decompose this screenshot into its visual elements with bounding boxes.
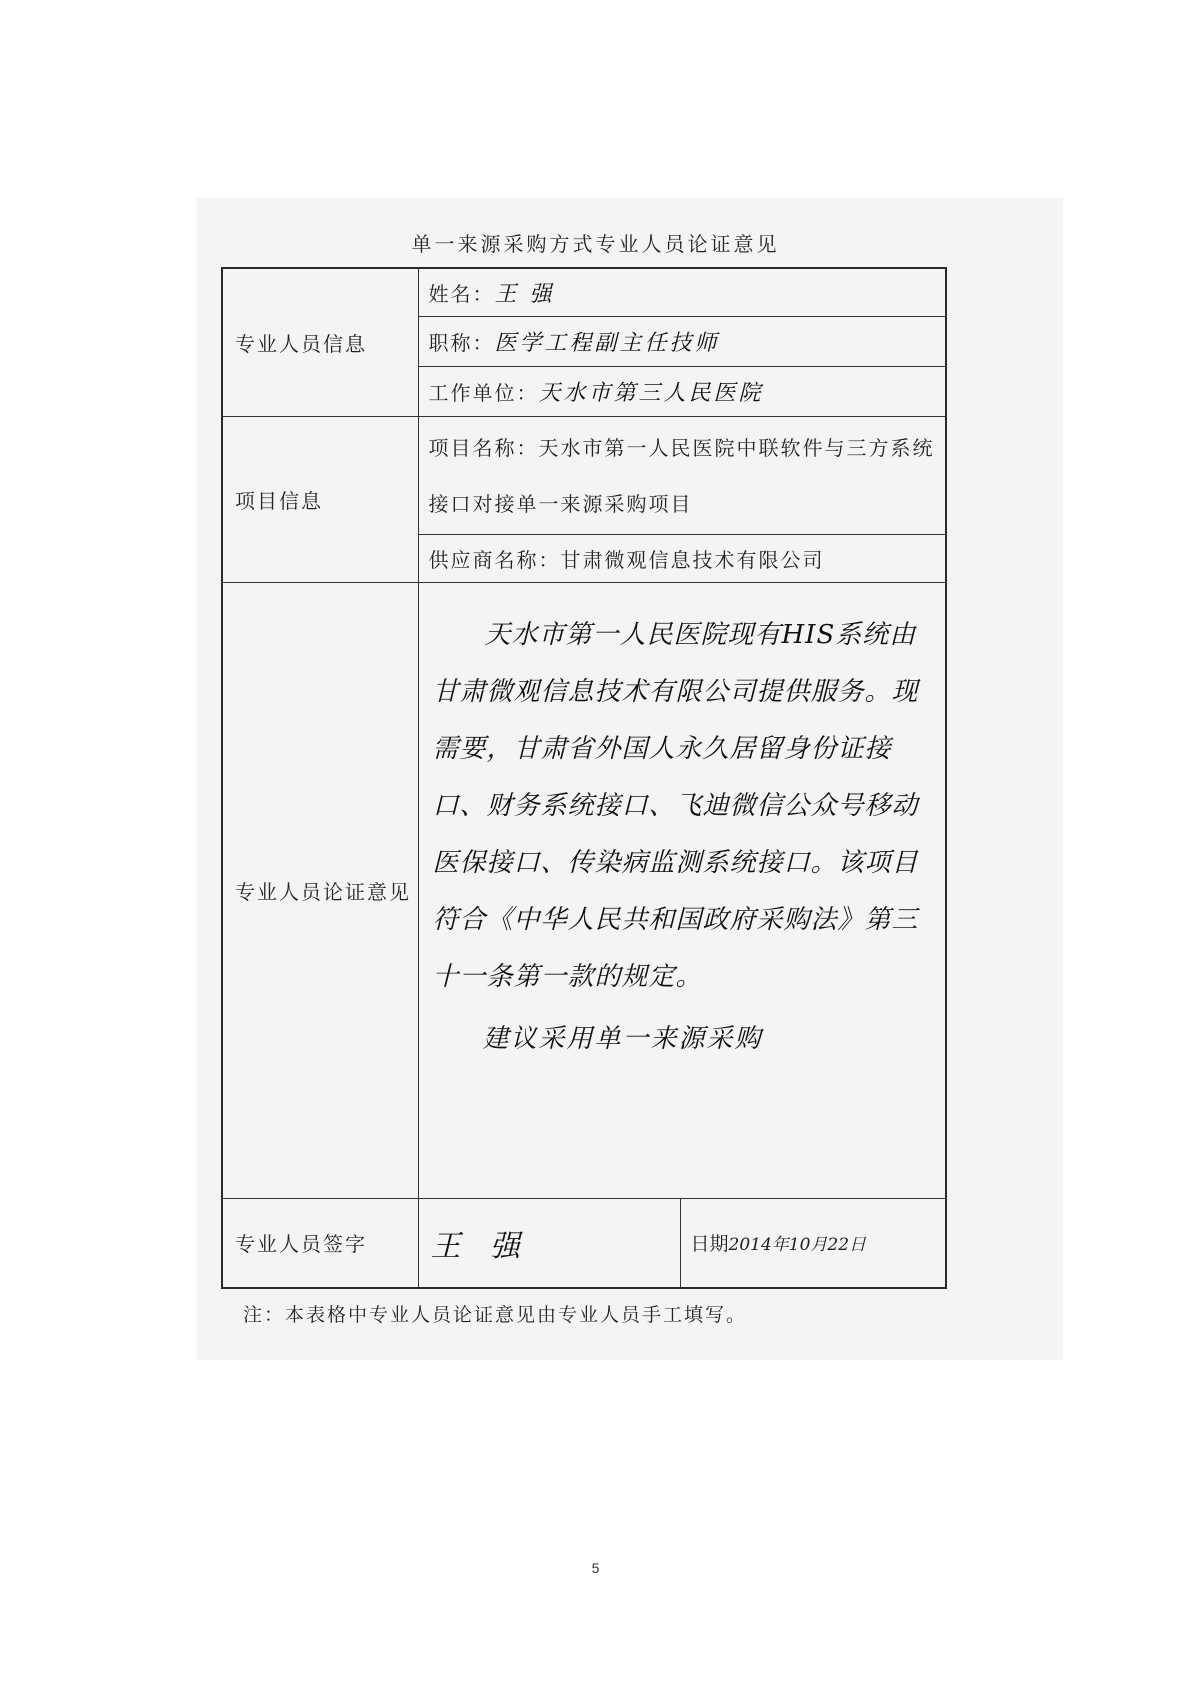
title-value-handwritten: 医学工程副主任技师 [494,330,720,356]
name-row [222,268,946,316]
signature-row [222,1198,946,1288]
opinion-recommendation: 建议采用单一来源采购 [482,1023,763,1054]
project-info-label: 项目信息 [222,416,418,582]
name-value-handwritten: 王 强 [494,281,555,307]
title-label: 职称： [428,330,495,355]
document-title: 单一来源采购方式专业人员论证意见 [411,232,780,256]
date-cell [680,1198,946,1288]
opinion-row [222,582,946,1198]
date-value-handwritten: 2014年10月22日 [728,1235,867,1256]
opinion-cell [418,582,946,1198]
date-label: 日期 [690,1233,729,1256]
signature-label: 专业人员签字 [222,1198,418,1288]
employer-label: 工作单位： [428,380,539,405]
opinion-label: 专业人员论证意见 [222,582,418,1198]
name-label: 姓名： [428,281,495,306]
expert-name-cell [418,268,946,316]
project-name-row [222,416,946,534]
expert-info-label: 专业人员信息 [222,268,418,416]
expert-employer-cell [418,366,946,416]
supplier-cell: 供应商名称：甘肃微观信息技术有限公司 [418,534,946,582]
opinion-handwritten-text: 天水市第一人民医院现有HIS系统由甘肃微观信息技术有限公司提供服务。现需要，甘肃省外国人永久居留身份证接口、财务系统接口、飞迪微信公众号移动医保接口、传染病监测系统接口。该项目符合《中华人民共和国政府采购法》第三十一条第一款的规定。 [432,619,919,992]
employer-value-handwritten: 天水市第三人民医院 [538,380,764,406]
form-note: 注：本表格中专业人员论证意见由专业人员手工填写。 [243,1304,748,1326]
expert-opinion-form [221,267,947,1289]
page-number: 5 [591,1560,600,1576]
signature-handwritten: 王 强 [418,1198,680,1288]
expert-title-cell [418,316,946,366]
project-name-cell: 项目名称：天水市第一人民医院中联软件与三方系统接口对接单一来源采购项目 [418,416,946,534]
